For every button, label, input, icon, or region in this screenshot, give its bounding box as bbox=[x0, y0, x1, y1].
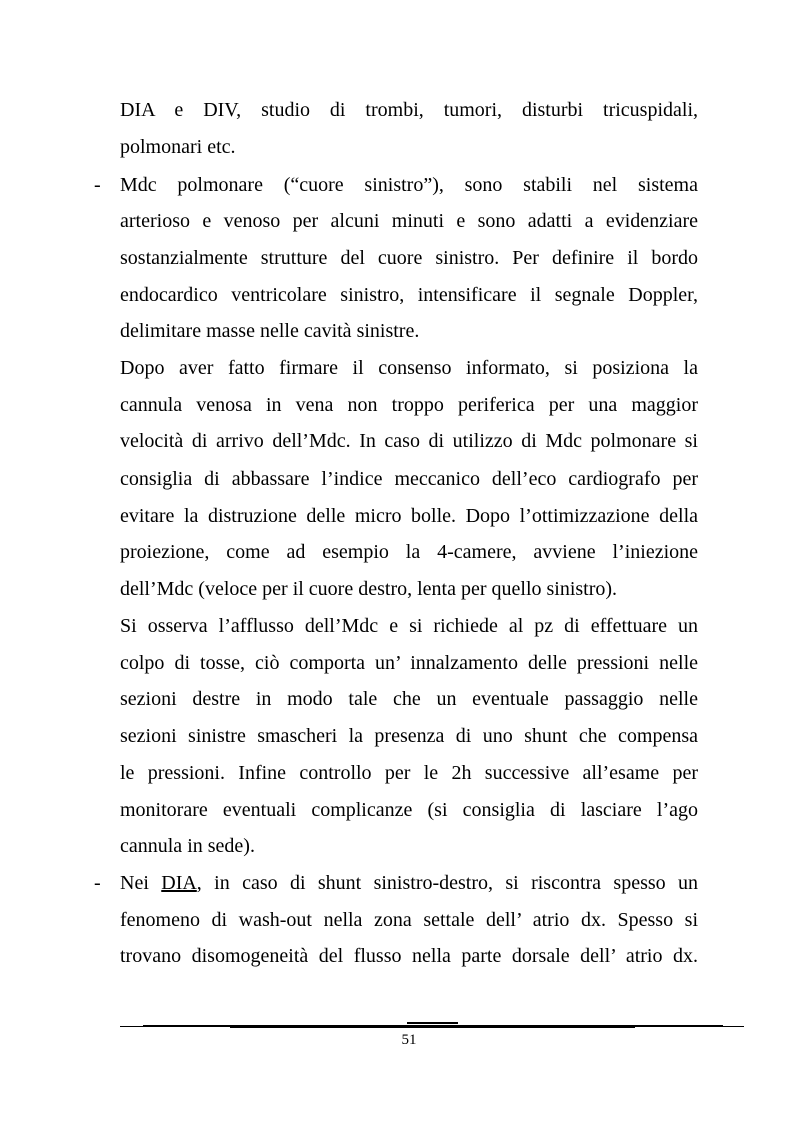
text-line: DIA e DIV, studio di trombi, tumori, disturbi tricuspidali, bbox=[120, 99, 698, 121]
text-line: cannula venosa in vena non troppo periferica per una maggior bbox=[120, 394, 698, 416]
text-line: le pressioni. Infine controllo per le 2h successive all’esame per bbox=[120, 762, 698, 784]
page-number: 51 bbox=[401, 1032, 417, 1048]
footer-rule bbox=[407, 1022, 458, 1024]
text-line: proiezione, come ad esempio la 4-camere, avviene l’iniezione bbox=[120, 541, 698, 563]
text-line: fenomeno di wash-out nella zona settale dell’ atrio dx. Spesso si bbox=[120, 909, 698, 931]
text-line: Si osserva l’afflusso dell’Mdc e si richiede al pz di effettuare un bbox=[120, 615, 698, 637]
text-line: Dopo aver fatto firmare il consenso informato, si posiziona la bbox=[120, 357, 698, 379]
text-line: colpo di tosse, ciò comporta un’ innalzamento delle pressioni nelle bbox=[120, 652, 698, 674]
bullet-marker: - bbox=[94, 174, 101, 196]
text-line: trovano disomogeneità del flusso nella parte dorsale dell’ atrio dx. bbox=[120, 945, 698, 967]
text-line: polmonari etc. bbox=[120, 136, 236, 158]
text-line: evitare la distruzione delle micro bolle. Dopo l’ottimizzazione della bbox=[120, 505, 698, 527]
text-line: sezioni destre in modo tale che un eventuale passaggio nelle bbox=[120, 688, 698, 710]
text-line: sostanzialmente strutture del cuore sinistro. Per definire il bordo bbox=[120, 247, 698, 269]
footer-rule bbox=[230, 1025, 635, 1028]
dia-suffix: , in caso di shunt sinistro-destro, si riscontra spesso un bbox=[196, 872, 698, 894]
text-line: delimitare masse nelle cavità sinistre. bbox=[120, 320, 420, 342]
bullet-marker: - bbox=[94, 872, 101, 894]
text-line: cannula in sede). bbox=[120, 835, 255, 857]
text-line: sezioni sinistre smascheri la presenza di uno shunt che compensa bbox=[120, 725, 698, 747]
text-line: velocità di arrivo dell’Mdc. In caso di utilizzo di Mdc polmonare si bbox=[120, 430, 698, 452]
text-line: endocardico ventricolare sinistro, intensificare il segnale Doppler, bbox=[120, 284, 698, 306]
text-line: Mdc polmonare (“cuore sinistro”), sono stabili nel sistema bbox=[120, 174, 698, 196]
text-line: arterioso e venoso per alcuni minuti e sono adatti a evidenziare bbox=[120, 210, 698, 232]
dia-prefix: Nei bbox=[120, 872, 162, 894]
dia-term: DIA bbox=[161, 872, 197, 894]
dia-text-line bbox=[120, 871, 698, 895]
text-line: monitorare eventuali complicanze (si consiglia di lasciare l’ago bbox=[120, 799, 698, 821]
text-line: consiglia di abbassare l’indice meccanico dell’eco cardiografo per bbox=[120, 468, 698, 490]
text-line: dell’Mdc (veloce per il cuore destro, lenta per quello sinistro). bbox=[120, 578, 618, 600]
